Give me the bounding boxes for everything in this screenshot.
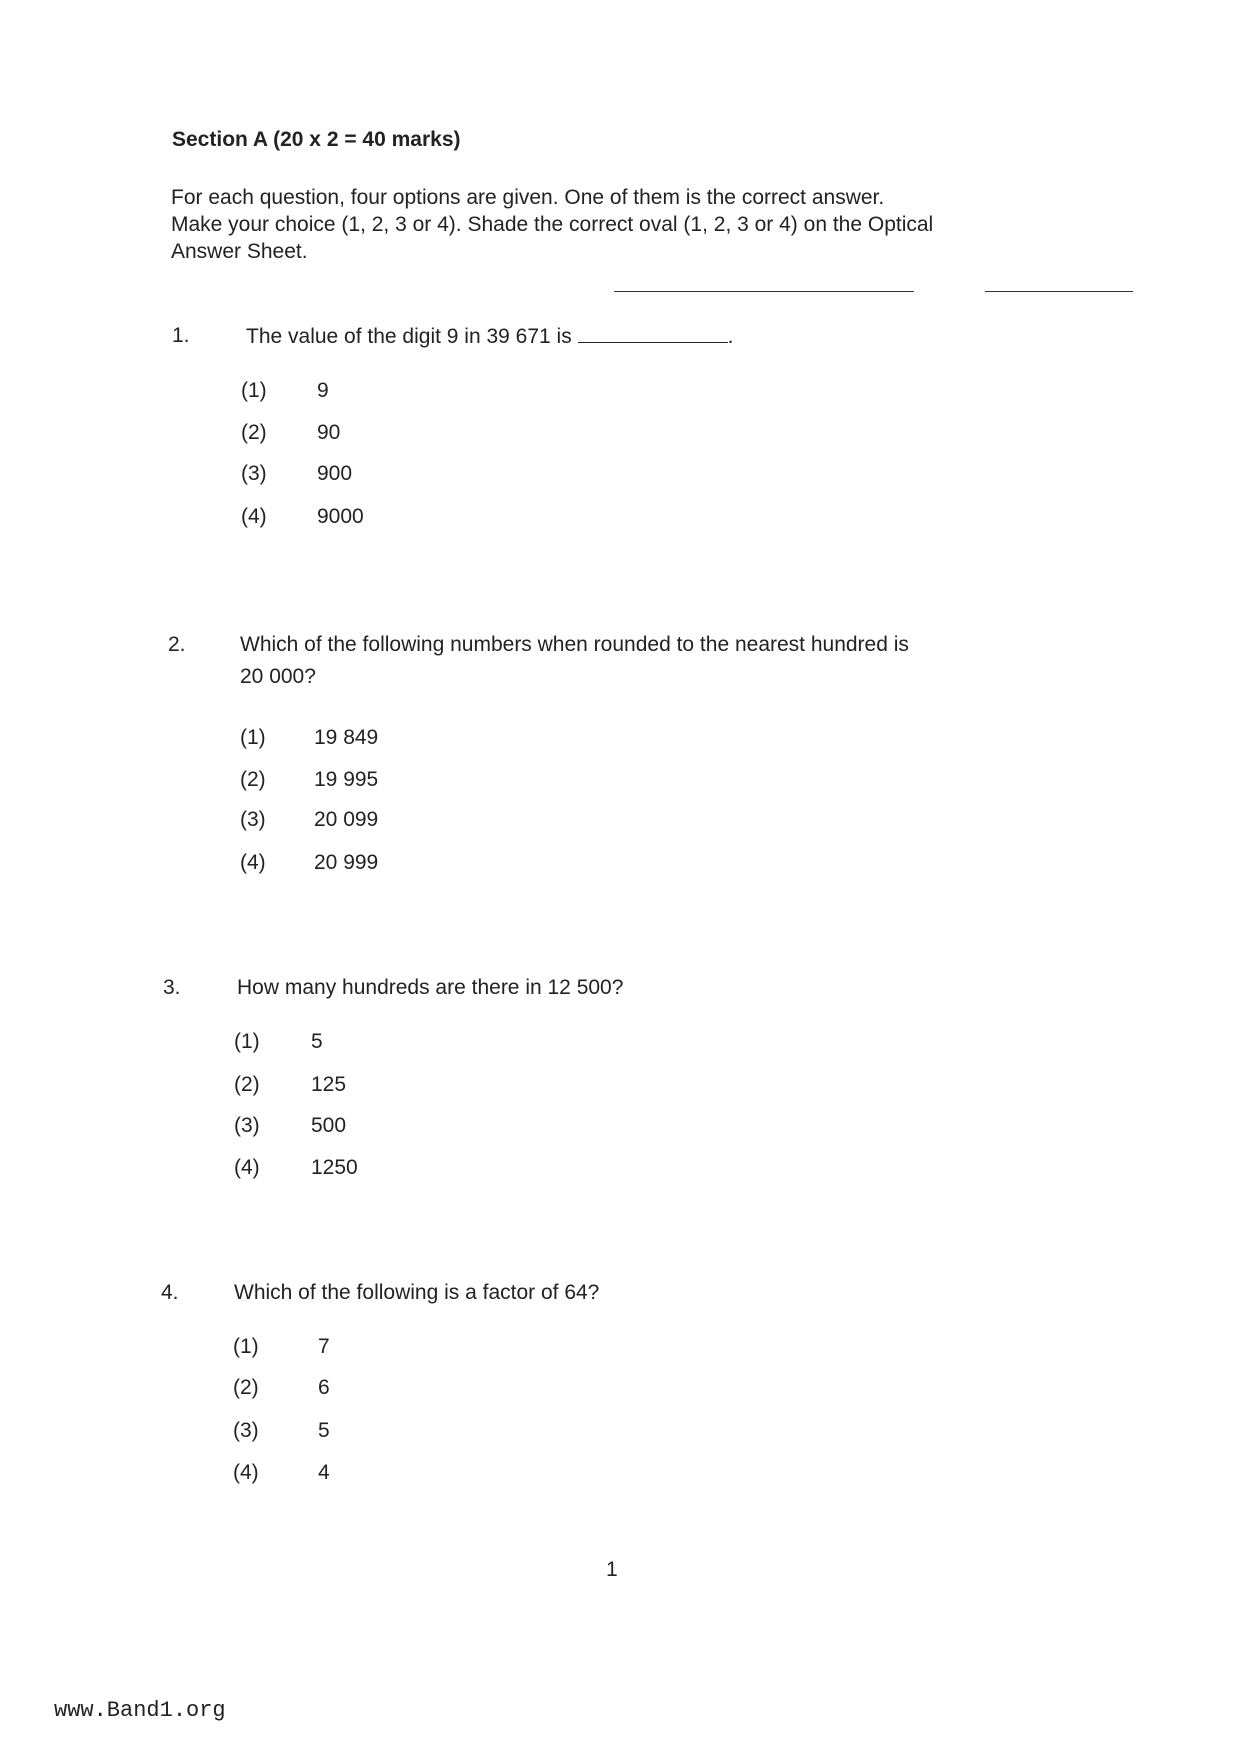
option-label: (2) (241, 421, 267, 444)
option-value: 6 (318, 1376, 330, 1399)
question-text-line: Which of the following is a factor of 64? (234, 1281, 600, 1304)
footer-watermark: www.Band1.org (54, 1698, 226, 1723)
question-text-line: 20 000? (240, 665, 316, 688)
option-value: 5 (311, 1030, 323, 1053)
option-label: (4) (234, 1156, 260, 1179)
option-value: 9000 (317, 505, 364, 528)
option-value: 500 (311, 1114, 347, 1137)
option-label: (3) (241, 462, 267, 485)
option-value: 19 995 (314, 768, 379, 791)
option-value: 19 849 (314, 726, 379, 749)
option-value: 7 (318, 1335, 330, 1358)
option-value: 20 099 (314, 808, 379, 831)
option-label: (3) (233, 1419, 259, 1442)
option-value: 125 (311, 1073, 347, 1096)
option-value: 900 (317, 462, 353, 485)
question-text-line: Which of the following numbers when rounded to the nearest hundred is (240, 633, 909, 656)
instructions-line: Answer Sheet. (171, 240, 308, 263)
question-text: The value of the digit 9 in 39 671 is . (246, 325, 734, 348)
answer-blank (578, 324, 728, 343)
section-title: Section A (20 x 2 = 40 marks) (172, 128, 461, 151)
option-value: 4 (318, 1461, 330, 1484)
option-label: (2) (240, 768, 266, 791)
divider-line (985, 291, 1133, 292)
question-text-line: The value of the digit 9 in 39 671 is (246, 325, 572, 348)
option-label: (4) (240, 851, 266, 874)
option-label: (2) (233, 1376, 259, 1399)
option-value: 20 999 (314, 851, 379, 874)
option-label: (1) (234, 1030, 260, 1053)
divider-line (614, 291, 914, 292)
option-label: (4) (233, 1461, 259, 1484)
option-value: 1250 (311, 1156, 358, 1179)
option-label: (4) (241, 505, 267, 528)
option-label: (1) (233, 1335, 259, 1358)
option-value: 9 (317, 379, 329, 402)
option-value: 5 (318, 1419, 330, 1442)
page-number: 1 (606, 1558, 618, 1581)
question-text-line: How many hundreds are there in 12 500? (237, 976, 624, 999)
option-label: (1) (240, 726, 266, 749)
instructions-line: For each question, four options are given. One of them is the correct answer. (171, 186, 885, 209)
question-number: 2. (168, 633, 186, 656)
option-label: (1) (241, 379, 267, 402)
question-number: 1. (172, 324, 190, 347)
option-label: (3) (234, 1114, 260, 1137)
question-number: 4. (161, 1281, 179, 1304)
option-label: (3) (240, 808, 266, 831)
option-value: 90 (317, 421, 341, 444)
question-number: 3. (163, 976, 181, 999)
instructions-line: Make your choice (1, 2, 3 or 4). Shade the correct oval (1, 2, 3 or 4) on the Optical (171, 213, 934, 236)
option-label: (2) (234, 1073, 260, 1096)
